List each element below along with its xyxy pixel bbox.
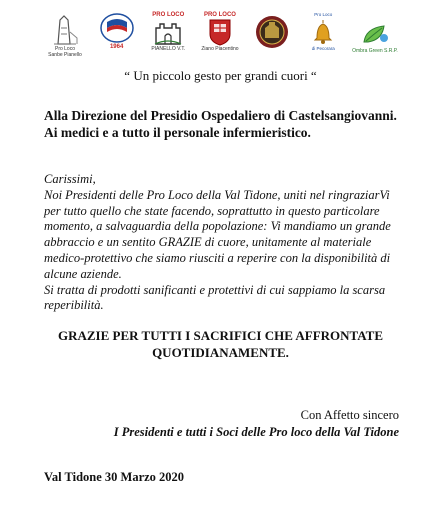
- logo-caption: Sanbe Pianello: [48, 52, 82, 58]
- address-line: Ai medici e a tutto il personale infermieristico.: [44, 125, 311, 140]
- signature: I Presidenti e tutti i Soci delle Pro loco della Val Tidone: [113, 425, 399, 439]
- logo-pro-loco-sanbe: [44, 12, 86, 58]
- closing-greeting: Con Affetto sincero: [300, 408, 399, 422]
- logo-pro-loco-pianello: [147, 12, 189, 52]
- logo-pro-loco-1964: [96, 12, 138, 50]
- letter-body: [44, 172, 404, 314]
- logo-ombra-green: [354, 12, 396, 54]
- logo-caption: Pro Loco: [54, 46, 75, 52]
- body-paragraph: Noi Presidenti delle Pro Loco della Val Tidone, uniti nel ringraziarVi per tutto quello che state facendo, soprattutto in questo particolare momento, a salvaguardia della popolazione: Vi mandiamo un grande abbraccio e un sentito GRAZIE di cuore, unitamente al materiale medico-protettivo che siamo riusciti a reperire con la disponibilità di alcune aziende.: [44, 187, 391, 281]
- logo-caption: 1964: [109, 44, 124, 50]
- closing-block: [114, 407, 399, 441]
- thanks-heading: [0, 327, 441, 361]
- logo-caption: Ombra Green S.R.P.: [352, 48, 398, 54]
- tower-sketch-icon: [50, 12, 80, 46]
- address-block: [44, 107, 424, 141]
- logo-caption: Ziano Piacentino: [201, 46, 239, 52]
- leaf-icon: [360, 22, 390, 48]
- castle-icon: [153, 18, 183, 46]
- logo-caption: PRO LOCO: [203, 12, 236, 18]
- salutation: Carissimi,: [44, 172, 96, 186]
- round-seal-icon: [255, 12, 289, 52]
- logo-caption: PIANELLO V.T.: [151, 46, 186, 52]
- logo-caption: PRO LOCO: [152, 12, 185, 18]
- bell-icon: [310, 18, 336, 46]
- logo-pro-loco-pecorara: [302, 12, 344, 52]
- address-line: Alla Direzione del Presidio Ospedaliero di Castelsangiovanni.: [44, 108, 397, 123]
- thanks-line: QUOTIDIANAMENTE.: [152, 345, 289, 360]
- motto: “ Un piccolo gesto per grandi cuori “: [124, 68, 317, 83]
- thanks-line: GRAZIE PER TUTTI I SACRIFICI CHE AFFRONTATE: [57, 328, 384, 343]
- logo-caption: di Pecorara: [311, 46, 335, 51]
- letter-date: Val Tidone 30 Marzo 2020: [44, 470, 185, 484]
- logos-header: [44, 12, 396, 60]
- body-paragraph: Si tratta di prodotti sanificanti e protettivi di cui sappiamo la scarsa reperibilità.: [44, 282, 386, 313]
- flag-circle-icon: [99, 12, 135, 44]
- logo-pro-loco-round-seal: [251, 12, 293, 52]
- shield-icon: [208, 18, 232, 46]
- logo-pro-loco-ziano: [199, 12, 241, 52]
- logo-caption: Pro Loco: [314, 12, 333, 17]
